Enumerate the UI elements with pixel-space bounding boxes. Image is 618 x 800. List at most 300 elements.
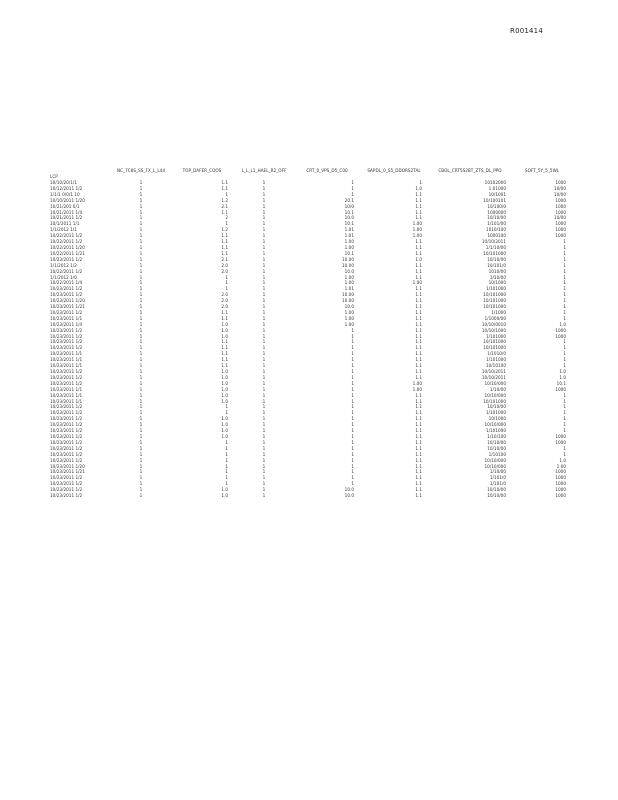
table-cell: 1.1: [221, 345, 228, 351]
table-cell: 1: [262, 315, 266, 321]
table-cell: 1.00: [344, 321, 354, 327]
table-cell: 1.00: [412, 386, 422, 392]
table-cell: 1.1: [415, 250, 422, 256]
table-cell: 10/101/0: [487, 262, 506, 268]
table-cell: 10102000: [484, 180, 506, 185]
table-cell: 1: [262, 445, 266, 451]
table-cell: 1: [139, 262, 143, 268]
table-cell: 2.0: [221, 298, 228, 304]
table-cell: 1: [351, 333, 354, 339]
table-cell: 10/101000: [483, 339, 506, 345]
table-cell: 1: [351, 398, 354, 404]
table-cell: 1: [139, 268, 143, 274]
table-cell: 1: [351, 185, 354, 191]
table-cell: 1: [563, 315, 566, 321]
table-cell: 10.1: [344, 209, 354, 215]
table-cell: 1: [563, 451, 566, 457]
table-cell: 1: [351, 463, 354, 469]
table-cell: 1: [139, 428, 143, 434]
table-cell: 1: [139, 475, 143, 481]
table-cell: 1: [262, 191, 266, 197]
table-cell: 1: [139, 321, 143, 327]
table-cell: 1: [563, 351, 566, 357]
table-cell: 1.01000: [488, 185, 506, 191]
table-cell: 1: [139, 386, 143, 392]
table-cell: 1: [262, 357, 266, 363]
page-id: R001414: [510, 27, 543, 35]
table-cell: 1000: [555, 475, 566, 481]
table-cell: 10/23/2011 1/2: [50, 345, 83, 351]
table-cell: 1: [262, 469, 266, 475]
table-cell: 1: [262, 227, 266, 233]
table-cell: 1/1/2012 1/2: [50, 262, 77, 268]
table-cell: 1.1: [415, 357, 422, 363]
table-cell: 1: [563, 286, 566, 292]
table-cell: 1: [563, 304, 566, 310]
table-cell: 1: [139, 487, 143, 493]
table-cell: 1/10/00: [489, 274, 506, 280]
table-cell: 1.1: [415, 410, 422, 416]
table-cell: 10/23/2011 1/2: [50, 327, 83, 333]
table-cell: 10/100101: [483, 197, 506, 203]
table-cell: 10/23/2011 1/4: [50, 321, 83, 327]
table-cell: 1.00: [412, 280, 422, 286]
table-cell: 10.00: [342, 292, 354, 298]
table-cell: 10/10/00: [487, 256, 506, 262]
table-cell: 1.1: [415, 327, 422, 333]
table-cell: 1: [351, 433, 354, 439]
table-cell: 1.1: [415, 363, 422, 369]
table-cell: 10/10/00: [487, 487, 506, 493]
table-cell: 10/00: [553, 215, 566, 221]
table-cell: 1.00: [556, 463, 566, 469]
table-cell: 1/1010/0: [487, 351, 506, 357]
table-row: [50, 493, 572, 499]
table-cell: 10/23/2011 1/2: [50, 286, 83, 292]
table-cell: 1: [351, 191, 354, 197]
table-cell: 1: [139, 469, 143, 475]
table-cell: 1.1: [221, 244, 228, 250]
table-cell: 1: [139, 416, 143, 422]
table-cell: 1: [139, 463, 143, 469]
table-cell: 1.1: [221, 180, 228, 185]
table-cell: 10/23/2011 1/2: [50, 339, 83, 345]
table-cell: 1: [563, 250, 566, 256]
table-cell: 10/21/2011 1/4: [50, 209, 83, 215]
table-cell: 1: [139, 274, 143, 280]
table-cell: 10/100/0: [487, 203, 506, 209]
column-header: NC_7C8S_SS_FX_L_L44: [116, 167, 166, 173]
table-cell: 1: [262, 309, 266, 315]
table-cell: 10/101000: [483, 298, 506, 304]
table-cell: 1: [563, 339, 566, 345]
table-cell: 10/23/2011 1/2: [50, 439, 83, 445]
table-cell: 1: [351, 345, 354, 351]
table-cell: 1: [262, 475, 266, 481]
table-cell: 10.00: [342, 262, 354, 268]
table-cell: 1000: [555, 221, 566, 227]
table-cell: 1/101/0: [489, 475, 506, 481]
table-cell: 10/00: [553, 185, 566, 191]
table-cell: 1: [262, 374, 266, 380]
table-cell: 1: [262, 274, 266, 280]
table-cell: 1: [351, 327, 354, 333]
table-cell: 1.1: [221, 250, 228, 256]
table-cell: 1/1000: [491, 309, 506, 315]
table-cell: 10/10100: [485, 363, 506, 369]
table-cell: 1/1000/00: [484, 315, 506, 321]
table-cell: 1: [139, 233, 143, 239]
table-cell: 1000: [555, 180, 566, 185]
table-cell: 1.0: [221, 369, 228, 374]
table-cell: 10.0: [344, 304, 354, 310]
table-cell: 1.0: [559, 369, 566, 374]
table-cell: 1: [351, 439, 354, 445]
table-cell: 1/101000: [485, 428, 506, 434]
table-cell: 1.1: [221, 233, 228, 239]
table-cell: 1: [351, 451, 354, 457]
table-cell: 1.2: [221, 227, 228, 233]
table-cell: 10/23/2011 1/2: [50, 333, 83, 339]
table-cell: 1.1: [415, 487, 422, 493]
table-cell: 1.1: [415, 345, 422, 351]
table-cell: 10/23/2011 1/21: [50, 304, 85, 310]
table-cell: 1: [225, 221, 228, 227]
table-cell: 1: [225, 475, 228, 481]
table-cell: 1.0: [221, 386, 228, 392]
table-cell: 1000: [555, 439, 566, 445]
table-cell: 10/22/2011 1/2: [50, 239, 83, 245]
table-cell: 1.1: [415, 321, 422, 327]
table-cell: 1.0: [221, 392, 228, 398]
table-cell: 1: [563, 274, 566, 280]
table-cell: 10/10/00: [487, 445, 506, 451]
table-cell: 1.00: [344, 280, 354, 286]
table-cell: 10/23/2011 1/2: [50, 369, 83, 374]
table-cell: 1: [351, 428, 354, 434]
table-cell: 1: [563, 239, 566, 245]
table-cell: 1.1: [415, 197, 422, 203]
table-cell: 1: [139, 451, 143, 457]
table-cell: 1: [351, 351, 354, 357]
table-cell: 10.0: [344, 487, 354, 493]
table-cell: 2.1: [221, 203, 228, 209]
table-cell: 1.1: [221, 315, 228, 321]
table-cell: 1: [225, 286, 228, 292]
table-cell: 10/101000: [483, 304, 506, 310]
table-cell: 1: [225, 274, 228, 280]
table-cell: 1: [262, 250, 266, 256]
table-cell: 1: [262, 268, 266, 274]
table-cell: 1.1: [415, 445, 422, 451]
table-cell: 10.0: [344, 215, 354, 221]
table-cell: 1: [351, 180, 354, 185]
table-cell: 1: [139, 457, 143, 463]
table-cell: 10/10/00: [487, 215, 506, 221]
table-cell: 1000: [555, 433, 566, 439]
table-cell: 1: [262, 404, 266, 410]
table-cell: 10.0: [344, 493, 354, 499]
table-cell: 1: [563, 363, 566, 369]
table-cell: 1/101000: [485, 286, 506, 292]
table-cell: 1.0: [559, 457, 566, 463]
table-cell: 10/0: [344, 203, 354, 209]
table-cell: 10/23/2011 1/2: [50, 380, 83, 386]
table-cell: 1: [262, 256, 266, 262]
table-cell: 10.1: [344, 250, 354, 256]
table-cell: 10/23/2011 1/1: [50, 357, 83, 363]
table-cell: 1000: [555, 469, 566, 475]
table-cell: 1.1: [415, 309, 422, 315]
table-cell: 10/22/2011 1/2: [50, 233, 83, 239]
table-cell: 1: [262, 481, 266, 487]
table-cell: 1: [262, 233, 266, 239]
table-cell: 1.1: [415, 493, 422, 499]
table-cell: 1: [139, 374, 143, 380]
table-cell: 1.0: [221, 416, 228, 422]
table-cell: 10/23/2011 1/2: [50, 404, 83, 410]
table-cell: 1: [262, 422, 266, 428]
table-cell: 1.1: [415, 428, 422, 434]
table-cell: 1: [139, 280, 143, 286]
table-cell: 1000: [555, 233, 566, 239]
table-cell: 1.00: [412, 227, 422, 233]
table-cell: 1.1: [415, 286, 422, 292]
table-cell: 1: [225, 404, 228, 410]
table-cell: 1: [139, 221, 143, 227]
table-cell: 1: [139, 493, 143, 499]
table-cell: 1.1: [415, 481, 422, 487]
table-cell: 1/1/2012 1/1: [50, 227, 77, 233]
table-cell: 1: [262, 327, 266, 333]
table-cell: 10/00: [553, 191, 566, 197]
table-cell: 10/101000: [483, 250, 506, 256]
table-cell: 1: [351, 469, 354, 475]
table-cell: 1: [139, 185, 143, 191]
table-cell: 10/10/0010: [481, 321, 506, 327]
table-cell: 10/10/000: [484, 392, 506, 398]
table-cell: 2.0: [221, 268, 228, 274]
table-cell: 1.00: [344, 239, 354, 245]
table-cell: 1: [262, 333, 266, 339]
table-cell: 10/23/2011 1/2: [50, 428, 83, 434]
table-cell: 10/23/2011 1/2: [50, 416, 83, 422]
table-cell: 1: [139, 197, 143, 203]
table-cell: 1.1: [221, 309, 228, 315]
table-cell: 1: [262, 262, 266, 268]
table-cell: 1: [262, 363, 266, 369]
table-cell: 1: [351, 380, 354, 386]
table-cell: 1.0: [221, 333, 228, 339]
table-cell: 10/101000: [483, 292, 506, 298]
table-cell: 1: [351, 374, 354, 380]
column-header: CRT_0_VPS_D5_C00: [306, 167, 348, 173]
table-cell: 1: [563, 392, 566, 398]
table-cell: 1000: [555, 197, 566, 203]
table-cell: 1: [262, 493, 266, 499]
table-cell: 1: [139, 256, 143, 262]
table-body: [50, 174, 572, 499]
table-cell: 1: [563, 404, 566, 410]
table-cell: 1: [262, 244, 266, 250]
table-cell: 10/23/2011 1/2: [50, 493, 83, 499]
table-cell: 10/23/2011 1/1: [50, 351, 83, 357]
table-cell: 1: [262, 433, 266, 439]
table-cell: 1: [563, 357, 566, 363]
table-cell: 1: [139, 333, 143, 339]
table-cell: 10/23/2011 1/2: [50, 475, 83, 481]
table-cell: 1: [351, 339, 354, 345]
table-cell: 1: [351, 363, 354, 369]
table-cell: 1: [419, 180, 422, 185]
table-cell: 10/10/000: [484, 380, 506, 386]
column-header: [50, 167, 112, 174]
table-cell: 1.1: [415, 463, 422, 469]
table-cell: 1: [351, 481, 354, 487]
table-cell: 1: [262, 239, 266, 245]
table-cell: 1: [225, 410, 228, 416]
table-cell: 10/10/2011 1/20: [50, 197, 85, 203]
table-cell: 10/23/2011 1/21: [50, 469, 85, 475]
table-cell: 10/23/2011 1/2: [50, 374, 83, 380]
column-header: SOFT_5Y_5_5WL: [524, 167, 560, 173]
table-label: LCP: [50, 174, 58, 180]
table-cell: 1.1: [415, 433, 422, 439]
table-cell: 1.1: [221, 185, 228, 191]
table-cell: 10/23/2011 1/1: [50, 392, 83, 398]
table-cell: 1.1: [415, 339, 422, 345]
table-cell: 2.1: [221, 256, 228, 262]
table-cell: 1: [262, 339, 266, 345]
table-cell: 1: [139, 244, 143, 250]
table-cell: 1/10/00: [489, 469, 506, 475]
table-cell: 10/23/2011 1/2: [50, 410, 83, 416]
table-cell: 1: [139, 439, 143, 445]
table-cell: 1: [563, 256, 566, 262]
table-cell: 1: [139, 180, 143, 185]
table-cell: 1.0: [221, 398, 228, 404]
table-cell: 1: [139, 404, 143, 410]
table-cell: 1: [563, 268, 566, 274]
table-cell: 10/23/2011 1/2: [50, 451, 83, 457]
column-header: L_L_L1_HAEL_R2_OFF: [241, 167, 287, 173]
table-cell: 1.1: [415, 416, 422, 422]
table-cell: 10/1000: [488, 416, 506, 422]
table-cell: 1.00: [344, 309, 354, 315]
table-cell: 1: [262, 180, 266, 185]
table-cell: 2.0: [221, 262, 228, 268]
table-cell: 1.0: [559, 321, 566, 327]
table-cell: 1.1: [415, 351, 422, 357]
table-cell: 1/101/00: [487, 221, 506, 227]
table-cell: 1.1: [415, 457, 422, 463]
table-cell: 1: [262, 439, 266, 445]
table-cell: 1: [139, 398, 143, 404]
table-cell: 1.1: [415, 333, 422, 339]
table-cell: 10/10/000: [484, 457, 506, 463]
table-cell: 10/10/00: [487, 493, 506, 499]
table-cell: 1: [262, 185, 266, 191]
table-cell: 1: [563, 416, 566, 422]
table-cell: 1: [139, 481, 143, 487]
table-cell: 1: [262, 292, 266, 298]
table-cell: 1/10/00: [489, 386, 506, 392]
table-cell: 1: [139, 298, 143, 304]
table-cell: 10/22/2011 1/20: [50, 244, 85, 250]
table-cell: 1.00: [344, 315, 354, 321]
table-cell: 1: [563, 298, 566, 304]
table-cell: 1: [262, 280, 266, 286]
table-cell: 10.00: [342, 298, 354, 304]
table-cell: 1: [139, 203, 143, 209]
data-table: [50, 167, 572, 499]
table-cell: 10.0: [344, 268, 354, 274]
table-cell: 10/10/2011: [481, 369, 506, 374]
table-cell: 1: [139, 363, 143, 369]
table-cell: 10/23/2011 1/2: [50, 422, 83, 428]
table-cell: 1.1: [415, 469, 422, 475]
table-cell: 10/10/20/1/1: [50, 180, 77, 185]
table-cell: 10/10/000: [484, 463, 506, 469]
table-cell: 1: [563, 309, 566, 315]
table-cell: 1.1: [415, 191, 422, 197]
table-cell: 1.1: [415, 475, 422, 481]
table-cell: 1: [262, 416, 266, 422]
table-cell: 1.01: [344, 227, 354, 233]
table-cell: 1010/100: [485, 227, 506, 233]
table-cell: 10/10/00: [487, 439, 506, 445]
table-cell: 1: [139, 351, 143, 357]
table-cell: 1/101000: [485, 410, 506, 416]
table-cell: 1: [262, 304, 266, 310]
table-cell: 1: [139, 357, 143, 363]
table-cell: 1: [262, 286, 266, 292]
table-cell: 1.1: [415, 262, 422, 268]
table-cell: 1: [351, 404, 354, 410]
table-cell: 10/23/2011 1/1: [50, 398, 83, 404]
table-cell: 2.0: [221, 304, 228, 310]
table-cell: 1: [139, 304, 143, 310]
table-cell: 10/21/201 0/1: [50, 203, 80, 209]
table-cell: 1: [262, 221, 266, 227]
table-cell: 1.0: [415, 185, 422, 191]
table-cell: 10/1000: [488, 280, 506, 286]
table-cell: 10/23/2011 1/1: [50, 386, 83, 392]
table-cell: 1: [262, 215, 266, 221]
table-cell: 1: [225, 439, 228, 445]
table-cell: 10/101000: [483, 398, 506, 404]
table-cell: 10/23/2011 1/20: [50, 463, 85, 469]
table-header-row: [50, 167, 572, 174]
table-cell: 1.1: [415, 422, 422, 428]
table-cell: 1.1: [415, 203, 422, 209]
table-cell: 1000: [555, 209, 566, 215]
table-cell: 1: [351, 445, 354, 451]
table-cell: 10/23/2011 1/1: [50, 315, 83, 321]
table-cell: 10/10/000: [484, 422, 506, 428]
table-cell: 1: [351, 369, 354, 374]
table-cell: 1000: [555, 481, 566, 487]
table-cell: 1/101000: [485, 333, 506, 339]
table-cell: 1000: [555, 227, 566, 233]
table-cell: 1000: [555, 487, 566, 493]
table-cell: 10.00: [342, 256, 354, 262]
table-cell: 10/23/2011 1/2: [50, 487, 83, 493]
table-cell: 10/22/2011 1/21: [50, 250, 85, 256]
table-cell: 10/23/2011 1/2: [50, 433, 83, 439]
table-cell: 10/1001: [488, 191, 506, 197]
table-cell: 1.2: [221, 197, 228, 203]
